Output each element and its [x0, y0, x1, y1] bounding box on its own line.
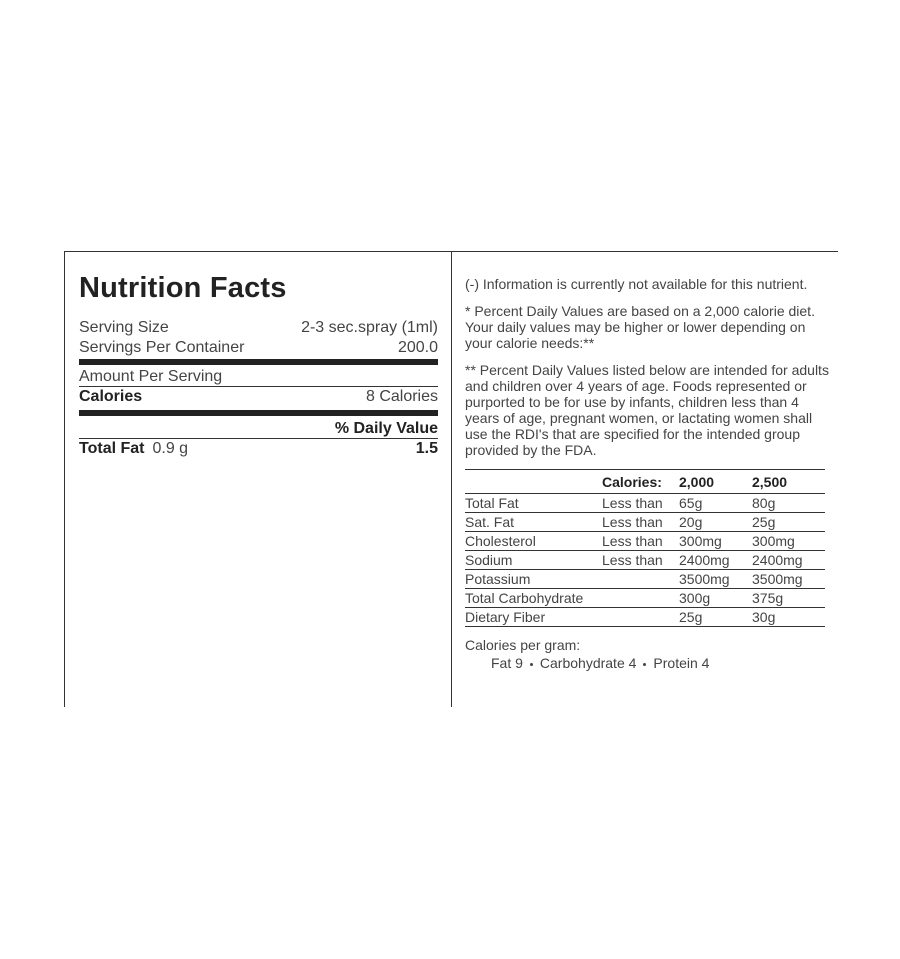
calories-label: Calories [79, 388, 143, 405]
servings-per-container-label: Servings Per Container [79, 339, 245, 356]
servings-per-container-row [79, 338, 438, 358]
nutrient-amount: 0.9 g [152, 440, 189, 457]
footnotes [465, 276, 830, 672]
table-cell: 300mg [752, 532, 825, 551]
cpg-protein: Protein 4 [653, 655, 710, 671]
table-row [465, 589, 825, 608]
table-cell: Less than [602, 551, 679, 570]
calories-value: 8 Calories [365, 388, 438, 405]
table-cell: Sodium [465, 551, 602, 570]
table-cell [602, 570, 679, 589]
table-row [465, 494, 825, 513]
calories-row [79, 387, 438, 407]
table-cell: Less than [602, 513, 679, 532]
table-row [465, 570, 825, 589]
table-row [465, 513, 825, 532]
table-cell: 2400mg [679, 551, 752, 570]
table-cell: Less than [602, 494, 679, 513]
bullet-icon [530, 663, 533, 666]
bullet-icon [643, 663, 646, 666]
table-cell: 80g [752, 494, 825, 513]
serving-size-row [79, 318, 438, 338]
table-cell: Total Fat [465, 494, 602, 513]
table-cell: 3500mg [679, 570, 752, 589]
nutrient-row [79, 439, 438, 459]
thick-divider [79, 359, 438, 365]
table-cell [602, 589, 679, 608]
table-cell: 2400mg [752, 551, 825, 570]
table-cell [602, 608, 679, 627]
table-cell: Potassium [465, 570, 602, 589]
table-header: 2,500 [752, 470, 825, 494]
table-cell: 3500mg [752, 570, 825, 589]
table-cell: 25g [679, 608, 752, 627]
table-cell: 300mg [679, 532, 752, 551]
nutrition-facts-title: Nutrition Facts [79, 272, 287, 304]
na-note: (-) Information is currently not available for this nutrient. [465, 276, 808, 292]
panel-divider [451, 251, 452, 707]
thick-divider [79, 410, 438, 416]
table-header-row [465, 470, 825, 494]
calories-per-gram [465, 636, 830, 672]
table-cell: Dietary Fiber [465, 608, 602, 627]
table-cell: 30g [752, 608, 825, 627]
daily-value-header: % Daily Value [334, 420, 438, 437]
table-cell: 65g [679, 494, 752, 513]
pdv-note: * Percent Daily Values are based on a 2,000 calorie diet. Your daily values may be higher or lower depending on your calorie needs:** [465, 303, 815, 351]
servings-per-container-value: 200.0 [397, 339, 438, 356]
nutrition-label [79, 268, 438, 459]
calories-per-gram-values [465, 654, 830, 672]
table-row [465, 608, 825, 627]
table-cell: 375g [752, 589, 825, 608]
table-row [465, 532, 825, 551]
table-cell: Sat. Fat [465, 513, 602, 532]
daily-values-table [465, 469, 825, 627]
table-cell: 300g [679, 589, 752, 608]
table-cell: 25g [752, 513, 825, 532]
table-header: 2,000 [679, 470, 752, 494]
amount-per-serving: Amount Per Serving [79, 368, 223, 385]
serving-size-label: Serving Size [79, 319, 169, 336]
cpg-fat: Fat 9 [491, 655, 523, 671]
calories-per-gram-label: Calories per gram: [465, 637, 581, 653]
table-header: Calories: [602, 470, 679, 494]
table-row [465, 551, 825, 570]
pdv-note-2: ** Percent Daily Values listed below are intended for adults and children over 4 years of age. Foods represented or purported to be for use by infants, children less than 4 years of age, pregnant women, or lactating women shall use the RDI's that are specified for the intended group provided by the FDA. [465, 362, 829, 458]
table-cell: Cholesterol [465, 532, 602, 551]
table-cell: 20g [679, 513, 752, 532]
nutrient-dv: 1.5 [415, 440, 438, 457]
table-cell: Less than [602, 532, 679, 551]
cpg-carbohydrate: Carbohydrate 4 [539, 655, 637, 671]
serving-size-value: 2-3 sec.spray (1ml) [301, 319, 438, 336]
table-header [465, 470, 602, 494]
nutrient-name: Total Fat [79, 440, 145, 457]
table-cell: Total Carbohydrate [465, 589, 602, 608]
